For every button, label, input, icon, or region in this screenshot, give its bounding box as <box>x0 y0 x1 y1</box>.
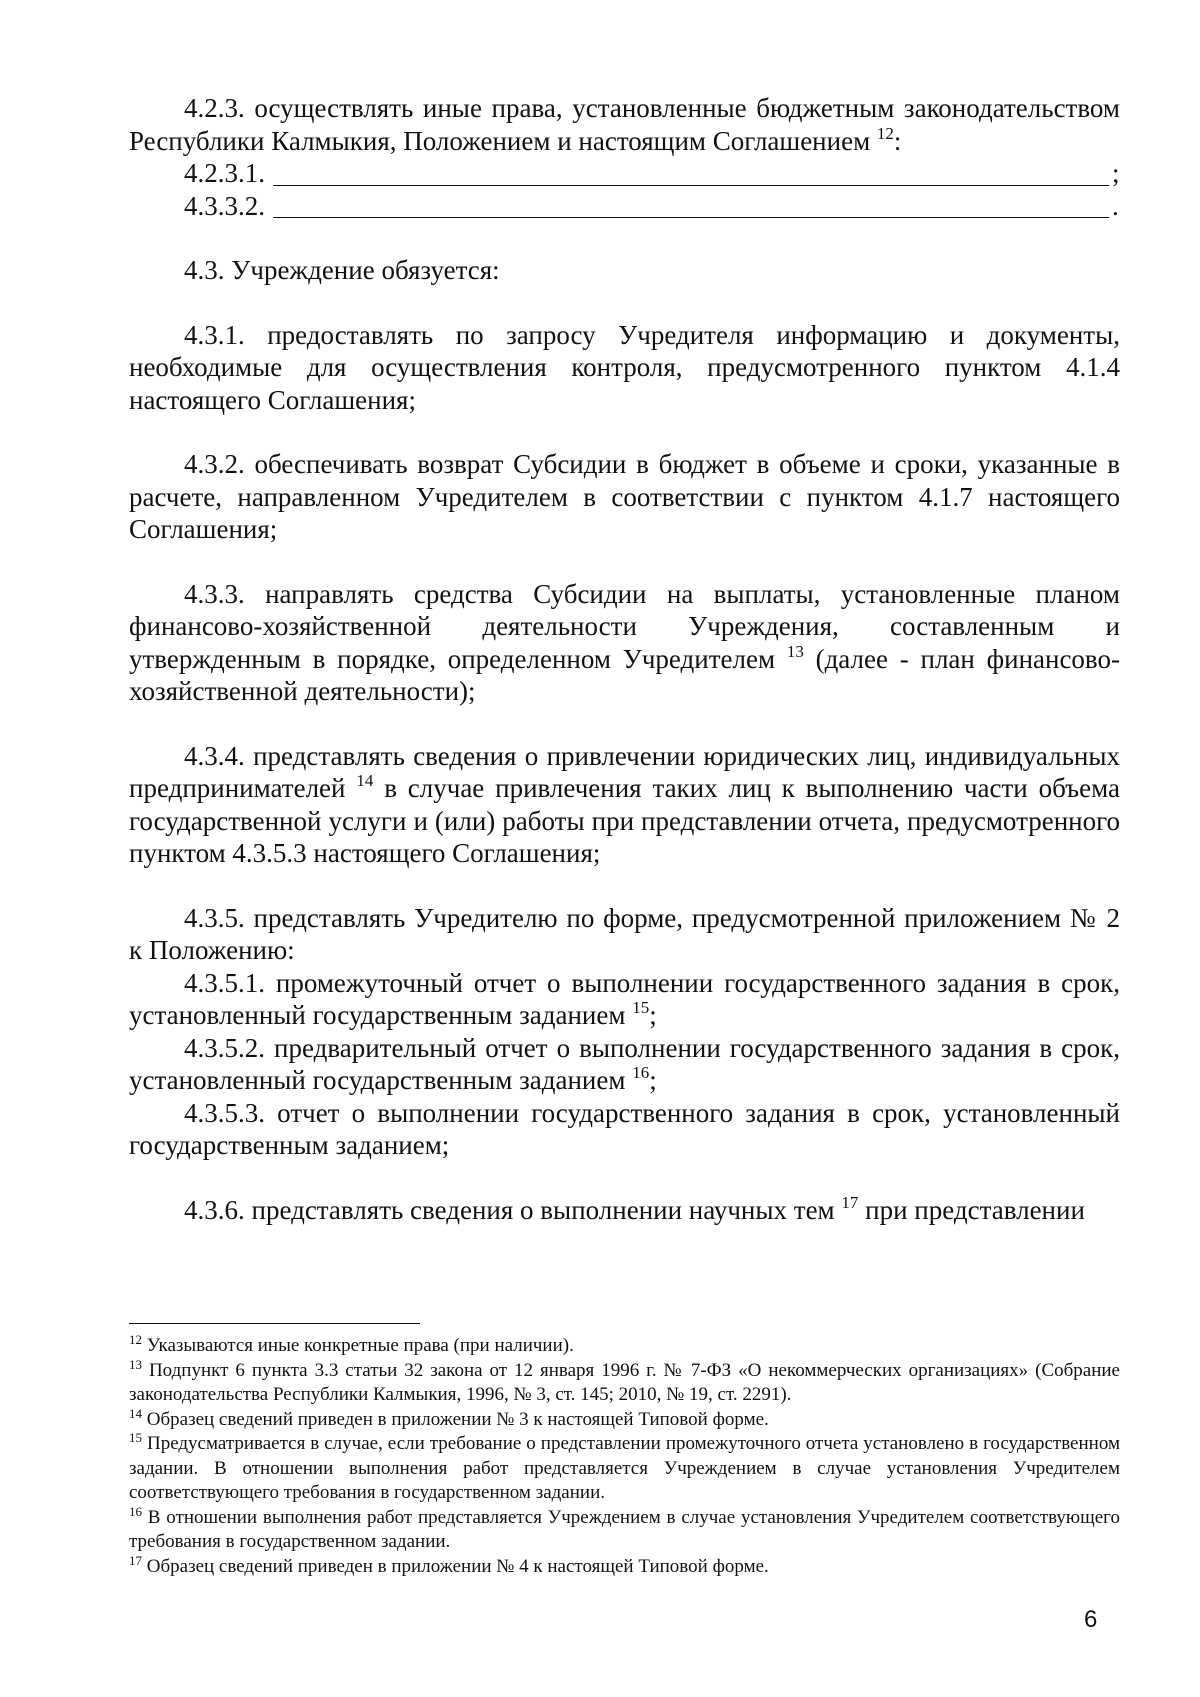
blank-field-4-3-3-2 <box>129 190 1120 223</box>
footnotes <box>129 1323 1120 1579</box>
page-number: 6 <box>1084 1606 1098 1633</box>
footnote-ref-14: 14 <box>356 771 374 790</box>
footnote-17: $^{17}$ Образец сведений приведен в приложении № 4 к настоящей Типовой форме. <box>129 1552 769 1577</box>
paragraph-4-3-1: 4.3.1. предоставлять по запросу Учредителя информацию и документы, необходимые для осуществления контроля, предусмотренного пунктом 4.1.4 настоящего Соглашения; <box>129 319 1120 415</box>
footnote-separator <box>129 1323 420 1324</box>
main-text <box>129 92 1120 1226</box>
paragraph-4-3-5-1: 4.3.5.1. промежуточный отчет о выполнении государственного задания в срок, установленный государственным заданием $^{15}$; <box>129 967 1120 1030</box>
footnote-ref-16: 16 <box>632 1063 650 1082</box>
paragraph-4-3-5: 4.3.5. представлять Учредителю по форме, предусмотренной приложением № 2 к Положению: <box>129 902 1120 965</box>
blank-field-end: . <box>1112 190 1119 221</box>
blank-underline <box>273 217 1109 218</box>
footnote-15: $^{15}$ Предусматривается в случае, если требование о представлении промежуточного отчета установлено в государственном задании. В отношении выполнения работ представляется Учреждением в случае установления Учредителем соответствующего требования в государственном задании. <box>129 1430 1120 1503</box>
blank-field-number: 4.2.3.1. <box>184 158 265 188</box>
blank-underline <box>273 185 1109 186</box>
paragraph-4-3-2: 4.3.2. обеспечивать возврат Субсидии в бюджет в объеме и сроки, указанные в расчете, направленном Учредителем в соответствии с пунктом 4.1.7 настоящего Соглашения; <box>129 449 1120 544</box>
paragraph-4-3-5-3: 4.3.5.3. отчет о выполнении государственного задания в срок, установленный государственным заданием; <box>129 1097 1120 1160</box>
paragraph-4-3-4: 4.3.4. представлять сведения о привлечении юридических лиц, индивидуальных предпринимателей $^{14}$ в случае привлечения таких лиц к выполнению части объема государственной услуги и (или) работы при представлении отчета, предусмотренного пунктом 4.3.5.3 настоящего Соглашения; <box>129 740 1120 868</box>
paragraph-4-2-3: 4.2.3. осуществлять иные права, установленные бюджетным законодательством Республики Калмыкия, Положением и настоящим Соглашением $^{12}$: <box>129 93 1120 156</box>
footnote-ref-12: 12 <box>876 123 894 143</box>
footnote-ref-17: 17 <box>841 1192 859 1212</box>
footnote-16: $^{16}$ В отношении выполнения работ представляется Учреждением в случае установления Учредителем соответствующего требования в государственном задании. <box>129 1503 1120 1552</box>
paragraph-4-3-3: 4.3.3. направлять средства Субсидии на выплаты, установленные планом финансово-хозяйственной деятельности Учреждения, составленным и утвержденным в порядке, определенном Учредителем $^{13}$ (далее - план финансово-хозяйственной деятельности); <box>129 578 1120 706</box>
footnote-14: $^{14}$ Образец сведений приведен в приложении № 3 к настоящей Типовой форме. <box>129 1405 769 1430</box>
paragraph-4-3-5-2: 4.3.5.2. предварительный отчет о выполнении государственного задания в срок, установленный государственным заданием $^{16}$; <box>129 1032 1120 1095</box>
blank-field-4-2-3-1 <box>129 157 1120 190</box>
footnote-12: $^{12}$ Указываются иные конкретные права (при наличии). <box>129 1332 574 1356</box>
footnote-ref-13: 13 <box>786 641 804 661</box>
footnote-ref-15: 15 <box>632 998 650 1017</box>
paragraph-4-3-6: 4.3.6. представлять сведения о выполнении научных тем $^{17}$ при представлении <box>184 1192 1085 1225</box>
blank-field-number: 4.3.3.2. <box>184 190 265 221</box>
footnote-13: $^{13}$ Подпункт 6 пункта 3.3 статьи 32 закона от 12 января 1996 г. № 7-ФЗ «О некоммерческих организациях» (Собрание законодательства Республики Калмыкия, 1996, № 3, ст. 145; 2010, № 19, ст. 2291). <box>129 1356 1120 1405</box>
blank-field-end: ; <box>1112 158 1120 188</box>
paragraph-4-3: 4.3. Учреждение обязуется: <box>184 255 500 285</box>
